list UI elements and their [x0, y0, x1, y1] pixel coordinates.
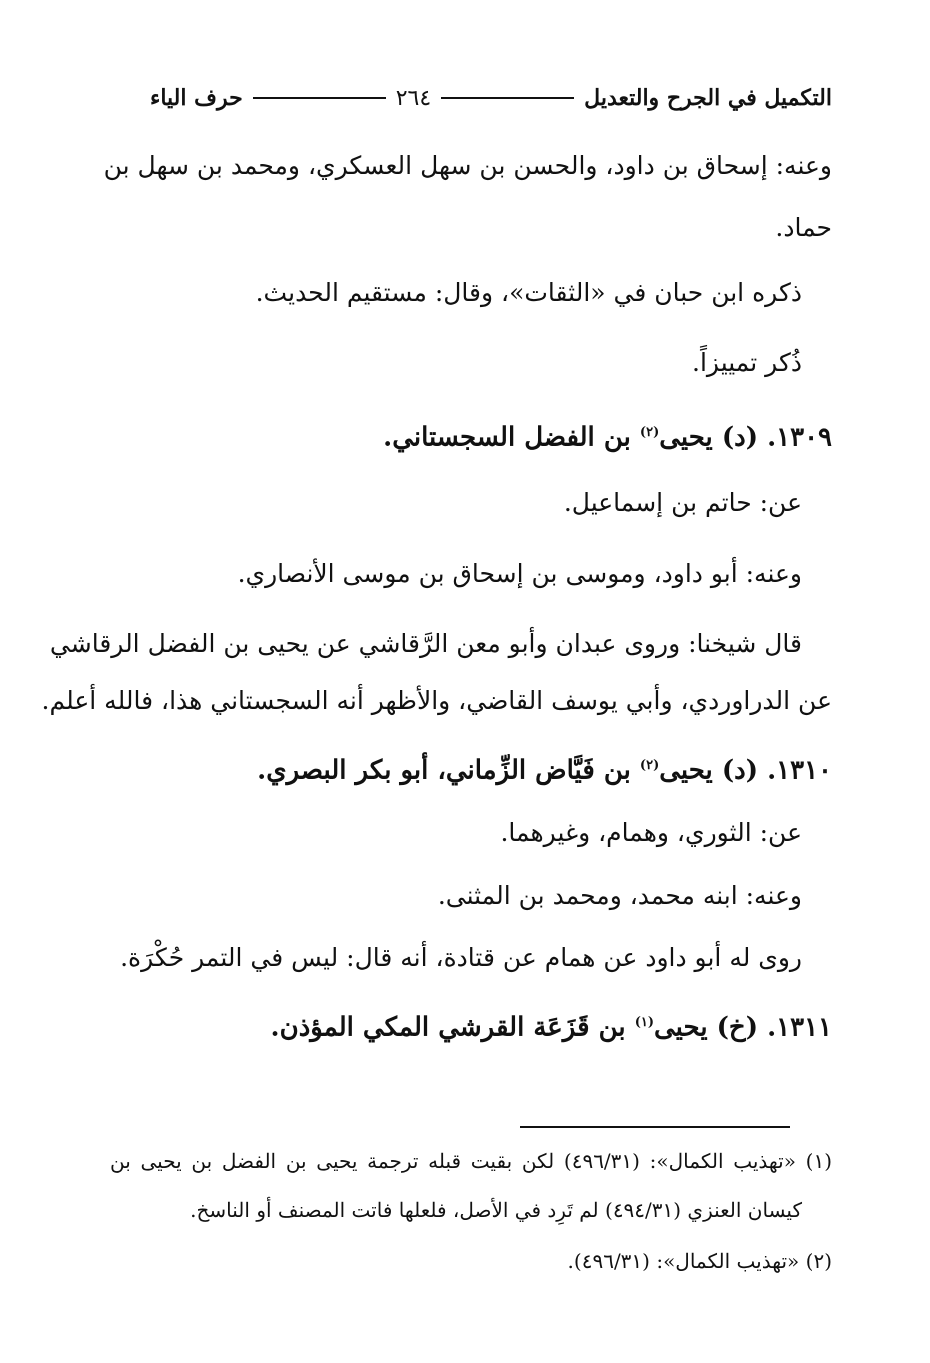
section-title: حرف الياء	[149, 85, 243, 111]
text-line: ذكره ابن حبان في «الثقات»، وقال: مستقيم الحديث.	[255, 278, 802, 307]
text-line: ذُكر تمييزاً.	[692, 348, 802, 377]
footnote-line: (١) «تهذيب الكمال»: (٤٩٦/٣١) لكن بقيت قبله ترجمة يحيى بن الفضل بن يحيى بن	[110, 1149, 833, 1173]
text-line: حماد.	[775, 213, 832, 242]
footnote-line: كيسان العنزي (٤٩٤/٣١) لم تَرِد في الأصل، فلعلها فاتت المصنف أو الناسخ.	[190, 1198, 802, 1222]
header-dash	[441, 97, 574, 99]
text-line: وعنه: ابنه محمد، ومحمد بن المثنى.	[437, 881, 802, 910]
footnote-ref: (١)	[634, 1015, 655, 1030]
entry-name-rest: بن فَيَّاض الزِّماني، أبو بكر البصري.	[257, 755, 631, 786]
text-line: قال شيخنا: وروى عبدان وأبو معن الرَّقاشي عن يحيى بن الفضل الرقاشي	[49, 629, 802, 658]
footnote-ref: (٢)	[639, 758, 660, 773]
entry-name-first: يحيى	[654, 1012, 708, 1043]
text-line: وعنه: أبو داود، وموسى بن إسحاق بن موسى الأنصاري.	[237, 559, 802, 588]
text-line: عن: الثوري، وهمام، وغيرهما.	[500, 818, 802, 847]
entry-name-first: يحيى	[659, 422, 713, 453]
running-header	[150, 80, 832, 116]
entry-number: ١٣٠٩.	[767, 422, 832, 453]
header-dash	[253, 97, 386, 99]
entry-name-first: يحيى	[659, 755, 713, 786]
entry-code: (د)	[721, 422, 759, 453]
text-line: عن: حاتم بن إسماعيل.	[563, 488, 802, 517]
text-line: عن الدراوردي، وأبي يوسف القاضي، والأظهر أنه السجستاني هذا، فالله أعلم.	[41, 686, 832, 715]
book-title: التكميل في الجرح والتعديل	[584, 85, 832, 111]
page-number: ٢٦٤	[395, 85, 432, 111]
entry-name-rest: بن قَزَعَة القرشي المكي المؤذن.	[270, 1012, 626, 1043]
text-line: وعنه: إسحاق بن داود، والحسن بن سهل العسكري، ومحمد بن سهل بن	[103, 151, 832, 180]
entry-number: ١٣١٠.	[767, 755, 832, 786]
footnote-separator	[520, 1126, 790, 1128]
footnote-line: (٢) «تهذيب الكمال»: (٤٩٦/٣١).	[567, 1249, 832, 1273]
entry-heading	[257, 748, 832, 789]
text-line: روى له أبو داود عن همام عن قتادة، أنه قال: ليس في التمر حُكْرَة.	[120, 943, 802, 972]
entry-heading	[383, 415, 832, 456]
entry-name-rest: بن الفضل السجستاني.	[383, 422, 631, 453]
entry-heading	[271, 1005, 832, 1046]
entry-number: ١٣١١.	[767, 1012, 832, 1043]
entry-code: (د)	[721, 755, 759, 786]
footnote-ref: (٢)	[639, 425, 660, 440]
entry-code: (خ)	[716, 1012, 759, 1043]
